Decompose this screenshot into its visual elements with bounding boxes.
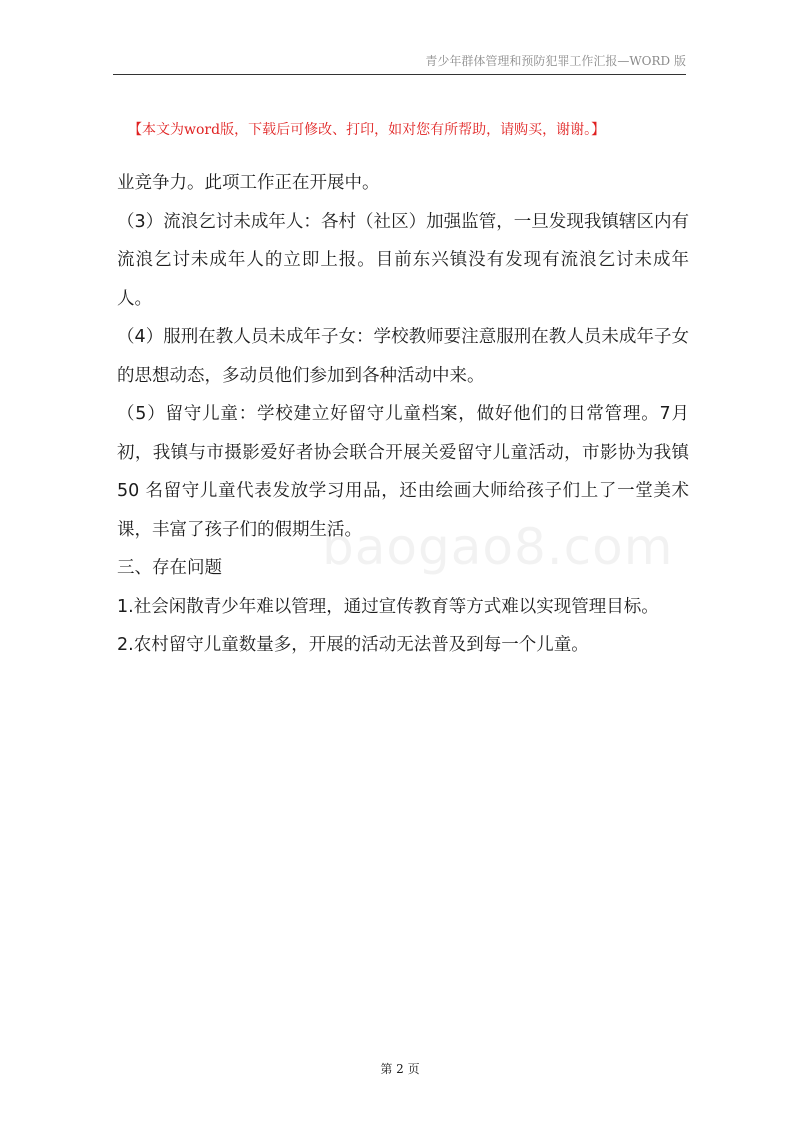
- header-divider: [113, 74, 686, 75]
- paragraph-continuation: 业竞争力。此项工作正在开展中。: [117, 173, 380, 193]
- problem-item-2: 2.农村留守儿童数量多，开展的活动无法普及到每一个儿童。: [117, 635, 589, 655]
- section-heading-problems: 三、存在问题: [117, 558, 222, 578]
- document-body: [117, 164, 689, 665]
- page-number: 第 2 页: [380, 1062, 420, 1076]
- problem-item-1: 1.社会闲散青少年难以管理，通过宣传教育等方式难以实现管理目标。: [117, 596, 659, 617]
- paragraph-inmates-children: （4）服刑在教人员未成年子女：学校教师要注意服刑在教人员未成年子女的思想动态，多动员他们参加到各种活动中来。: [117, 327, 689, 386]
- running-header: 青少年群体管理和预防犯罪工作汇报—WORD 版: [425, 54, 686, 68]
- paragraph-vagrant-minors: （3）流浪乞讨未成年人：各村（社区）加强监管，一旦发现我镇辖区内有流浪乞讨未成年人的立即上报。目前东兴镇没有发现有流浪乞讨未成年人。: [117, 211, 689, 309]
- paragraph-left-behind-children: （5）留守儿童：学校建立好留守儿童档案，做好他们的日常管理。7月初，我镇与市摄影爱好者协会联合开展关爱留守儿童活动，市影协为我镇 50 名留守儿童代表发放学习用品，还由绘画大师给孩子们上了一堂美术课，丰富了孩子们的假期生活。: [117, 404, 689, 540]
- watermark: baogao8.com: [322, 518, 674, 576]
- download-notice: 【本文为word版，下载后可修改、打印，如对您有所帮助，请购买，谢谢。】: [128, 122, 606, 138]
